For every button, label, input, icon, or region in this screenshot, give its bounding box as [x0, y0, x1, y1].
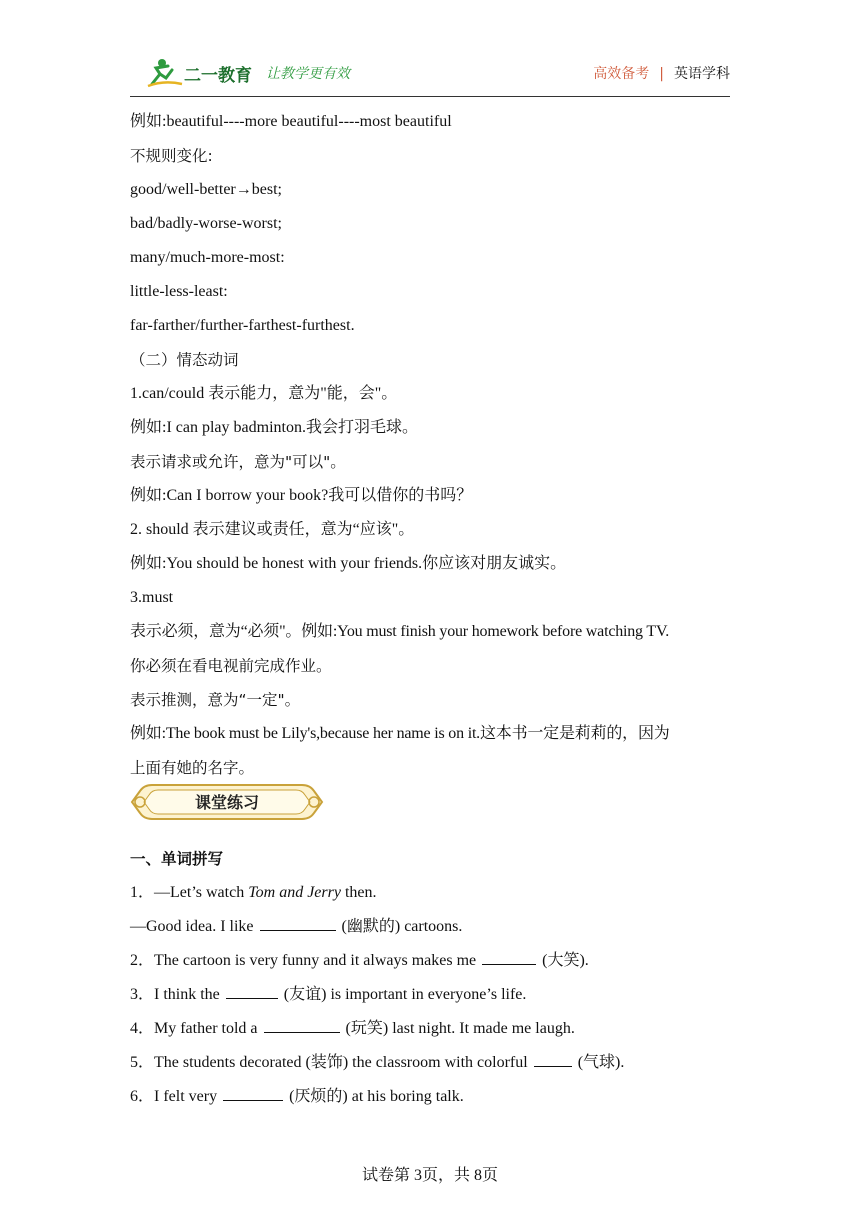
text-line: 例如:The book must be Lily's,because her name is on it.这本书一定是莉莉的，因为 — [130, 725, 670, 742]
text-line: 例如:I can play badminton.我会打羽毛球。 — [130, 419, 418, 436]
question-4: 4．My father told a (玩笑) last night. It made me laugh. — [130, 1012, 732, 1046]
question-3: 3．I think the (友谊) is important in everyone’s life. — [130, 978, 732, 1012]
text-line: 1.can/could 表示能力，意为"能，会"。 — [130, 385, 398, 402]
question-1a: 1．—Let’s watch Tom and Jerry then. — [130, 884, 377, 901]
answer-blank[interactable] — [534, 1051, 572, 1067]
text-line: 不规则变化: — [130, 147, 213, 165]
svg-text:课堂练习: 课堂练习 — [194, 793, 260, 812]
logo-icon — [144, 54, 264, 92]
page-footer: 试卷第 3页，共 8页 — [361, 1167, 498, 1184]
answer-blank[interactable] — [226, 983, 278, 999]
text-line: 上面有她的名字。 — [130, 759, 255, 777]
answer-blank[interactable] — [482, 949, 536, 965]
exercise-section — [130, 842, 732, 1114]
page-header — [130, 52, 730, 97]
text-line: 表示必须，意为“必须"。例如:You must finish your homework before watching TV. — [130, 623, 670, 640]
question-2: 2．The cartoon is very funny and it always makes me (大笑). — [130, 944, 732, 978]
text-line: many/much-more-most: — [130, 249, 285, 266]
exercise-section-title: 一、单词拼写 — [130, 850, 224, 868]
answer-blank[interactable] — [264, 1017, 340, 1033]
text-line: 表示请求或允许，意为"可以"。 — [130, 453, 346, 471]
question-1b: —Good idea. I like (幽默的) cartoons. — [130, 910, 732, 944]
text-line: 例如:Can I borrow your book?我可以借你的书吗？ — [130, 487, 473, 504]
answer-blank[interactable] — [223, 1085, 283, 1101]
header-rule — [130, 96, 730, 97]
svg-text:二一教育: 二一教育 — [184, 66, 252, 86]
text-line: good/well-better→best; — [130, 181, 282, 198]
text-line: bad/badly-worse-worst; — [130, 215, 282, 232]
text-line: little-less-least: — [130, 283, 228, 300]
answer-blank[interactable] — [260, 915, 336, 931]
text-line: 表示推测，意为“一定"。 — [130, 691, 301, 709]
question-5: 5．The students decorated (装饰) the classroom with colorful (气球). — [130, 1046, 732, 1080]
section-heading: （二）情态动词 — [130, 351, 239, 369]
text-line: 3.must — [130, 589, 174, 606]
question-6: 6．I felt very (厌烦的) at his boring talk. — [130, 1080, 732, 1114]
section-banner — [130, 781, 324, 823]
text-line: 例如:beautiful----more beautiful----most beautiful — [130, 113, 452, 130]
tagline-separator: | — [659, 66, 664, 82]
text-line: 例如:You should be honest with your friends.你应该对朋友诚实。 — [130, 555, 567, 572]
tagline-left: 高效备考 — [593, 66, 650, 82]
text-line: 2. should 表示建议或责任，意为“应该"。 — [130, 521, 415, 538]
grammar-content — [130, 105, 732, 785]
header-tagline — [593, 63, 730, 83]
header-slogan: 让教学更有效 — [266, 66, 350, 82]
text-line: far-farther/further-farthest-furthest. — [130, 317, 355, 334]
tagline-subject: 英语学科 — [674, 66, 730, 82]
text-line: 你必须在看电视前完成作业。 — [130, 657, 332, 675]
